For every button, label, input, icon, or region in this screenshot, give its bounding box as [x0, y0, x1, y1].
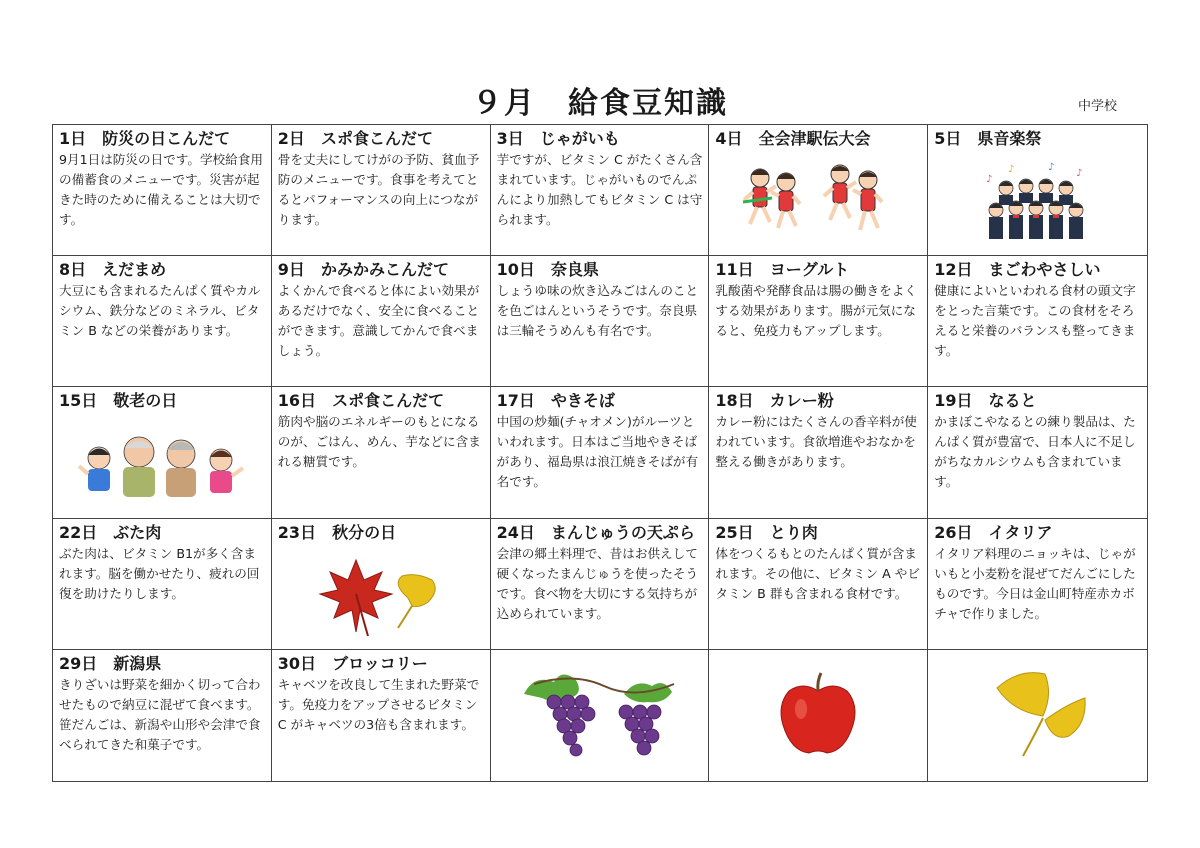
- day-heading: 15日 敬老の日: [59, 391, 178, 411]
- day-heading: 24日 まんじゅうの天ぷら: [496, 522, 695, 542]
- day-heading: 26日 イタリア: [934, 522, 1053, 542]
- svg-text:♪: ♪: [985, 174, 992, 186]
- maple-leaf-icon: [272, 545, 490, 647]
- day-text: よくかんで食べると体によい効果があるだけでなく、安全に食べることができます。意識してかんで食べましょう。: [277, 283, 480, 359]
- day-cell-18: [709, 387, 928, 518]
- day-heading: 16日 スポ食こんだて: [277, 391, 445, 411]
- grandparents-family-icon: [53, 413, 271, 515]
- day-cell-12: [928, 256, 1147, 387]
- svg-text:♪: ♪: [1007, 164, 1014, 176]
- day-cell-11: [709, 256, 928, 387]
- day-text: キャベツを改良して生まれた野菜です。免疫力をアップさせるビタミン C がキャベツの3倍も含まれます。: [277, 676, 480, 732]
- day-text: 乳酸菌や発酵食品は腸の働きをよくする効果があります。腸が元気になると、免疫力もアップします。: [715, 283, 917, 339]
- day-heading: 8日 えだまめ: [59, 260, 167, 280]
- day-cell-8: [53, 256, 272, 387]
- day-text: 筋肉や脳のエネルギーのもとになるのが、ごはん、めん、芋などに含まれる糖質です。: [277, 414, 481, 470]
- day-heading: 19日 なると: [934, 391, 1037, 411]
- calendar-grid: [52, 124, 1148, 782]
- day-cell-24: [491, 519, 710, 650]
- day-text: 体をつくるもとのたんぱく質が含まれます。その他に、ビタミン A やビタミン B 群も含まれる食材です。: [715, 545, 920, 601]
- day-cell-19: [928, 387, 1147, 518]
- day-text: 骨を丈夫にしてけがの予防、貧血予防のメニューです。食事を考えてとるとパフォーマンスの向上につながります。: [277, 152, 480, 227]
- day-cell-23: [272, 519, 491, 650]
- day-text: 中国の炒麺(チャオメン)がルーツといわれます。日本はご当地やきそばがあり、福島県は浪江焼きそばが有名です。: [496, 414, 699, 490]
- day-cell-17: [491, 387, 710, 518]
- day-text: カレー粉にはたくさんの香辛料が使われています。食欲増進やおなかを整える働きがあります。: [715, 414, 917, 470]
- day-cell-5: [928, 125, 1147, 256]
- page-title: ９月 給食豆知識: [472, 86, 728, 121]
- day-cell-4: [709, 125, 928, 256]
- day-heading: 10日 奈良県: [496, 260, 599, 280]
- svg-text:♪: ♪: [1075, 168, 1082, 180]
- day-text: 9月1日は防災の日です。学校給食用の備蓄食のメニューです。災害が起きた時のために備えることは大切です。: [59, 152, 263, 227]
- day-text: イタリア料理のニョッキは、じゃがいもと小麦粉を混ぜてだんごにしたものです。今日は金山町特産赤カボチャで作りました。: [934, 545, 1136, 621]
- day-heading: 17日 やきそば: [496, 391, 615, 411]
- day-text: かまぼこやなるとの練り製品は、たんぱく質が豊富で、日本人に不足しがちなカルシウムも含まれています。: [934, 414, 1136, 490]
- day-heading: 5日 県音楽祭: [934, 129, 1042, 148]
- day-heading: 23日 秋分の日: [277, 522, 397, 542]
- illustration-cell-grapes: [491, 650, 710, 781]
- day-cell-1: [53, 125, 272, 256]
- relay-runners-icon: [709, 151, 927, 253]
- day-cell-26: [928, 519, 1147, 650]
- day-heading: 29日 新潟県: [59, 653, 162, 673]
- day-heading: 22日 ぶた肉: [59, 522, 162, 542]
- day-heading: 1日 防災の日こんだて: [59, 129, 231, 148]
- day-cell-3: [491, 125, 710, 256]
- day-cell-30: [272, 650, 491, 781]
- day-text: 健康によいといわれる食材の頭文字をとった言葉です。この食材をそろえると栄養のバランスも整ってきます。: [934, 283, 1136, 359]
- ginkgo-leaf-icon: [928, 650, 1147, 779]
- choir-icon: [928, 151, 1147, 253]
- day-heading: 11日 ヨーグルト: [715, 260, 850, 280]
- grapes-icon: [491, 650, 709, 779]
- day-text: 会津の郷土料理で、昔はお供えして硬くなったまんじゅうを使ったそうです。食べ物を大切にする気持ちが込められています。: [496, 545, 699, 621]
- day-heading: 12日 まごわやさしい: [934, 260, 1101, 280]
- day-heading: 2日 スポ食こんだて: [277, 129, 433, 148]
- day-heading: 3日 じゃがいも: [496, 129, 620, 148]
- day-cell-9: [272, 256, 491, 387]
- day-heading: 9日 かみかみこんだて: [277, 260, 449, 280]
- day-cell-10: [491, 256, 710, 387]
- day-cell-29: [53, 650, 272, 781]
- day-text: しょうゆ味の炊き込みごはんのことを色ごはんというそうです。奈良県は三輪そうめんも有名です。: [496, 283, 699, 339]
- svg-text:♪: ♪: [1047, 162, 1054, 174]
- day-cell-16: [272, 387, 491, 518]
- day-cell-22: [53, 519, 272, 650]
- day-text: 大豆にも含まれるたんぱく質やカルシウム、鉄分などのミネラル、ビタミン B などの栄養があります。: [59, 283, 261, 339]
- day-heading: 25日 とり肉: [715, 522, 818, 542]
- day-cell-25: [709, 519, 928, 650]
- day-cell-15: [53, 387, 272, 518]
- illustration-cell-apple: [709, 650, 928, 781]
- day-heading: 4日 全会津駅伝大会: [715, 129, 871, 148]
- day-heading: 30日 ブロッコリー: [277, 653, 428, 673]
- illustration-cell-ginkgo: [928, 650, 1147, 781]
- day-text: きりざいは野菜を細かく切って合わせたもので納豆に混ぜて食べます。笹だんごは、新潟や山形や会津で食べられてきた和菓子です。: [59, 676, 261, 752]
- school-label: 中学校: [1078, 99, 1118, 114]
- apple-icon: [709, 650, 927, 779]
- day-heading: 18日 カレー粉: [715, 391, 834, 411]
- day-text: 芋ですが、ビタミン C がたくさん含まれています。じゃがいものでんぷんにより加熱してもビタミン C は守られます。: [496, 152, 703, 227]
- day-cell-2: [272, 125, 491, 256]
- day-text: ぶた肉は、ビタミン B1が多く含まれます。脳を働かせたり、疲れの回復を助けたりします。: [59, 545, 260, 601]
